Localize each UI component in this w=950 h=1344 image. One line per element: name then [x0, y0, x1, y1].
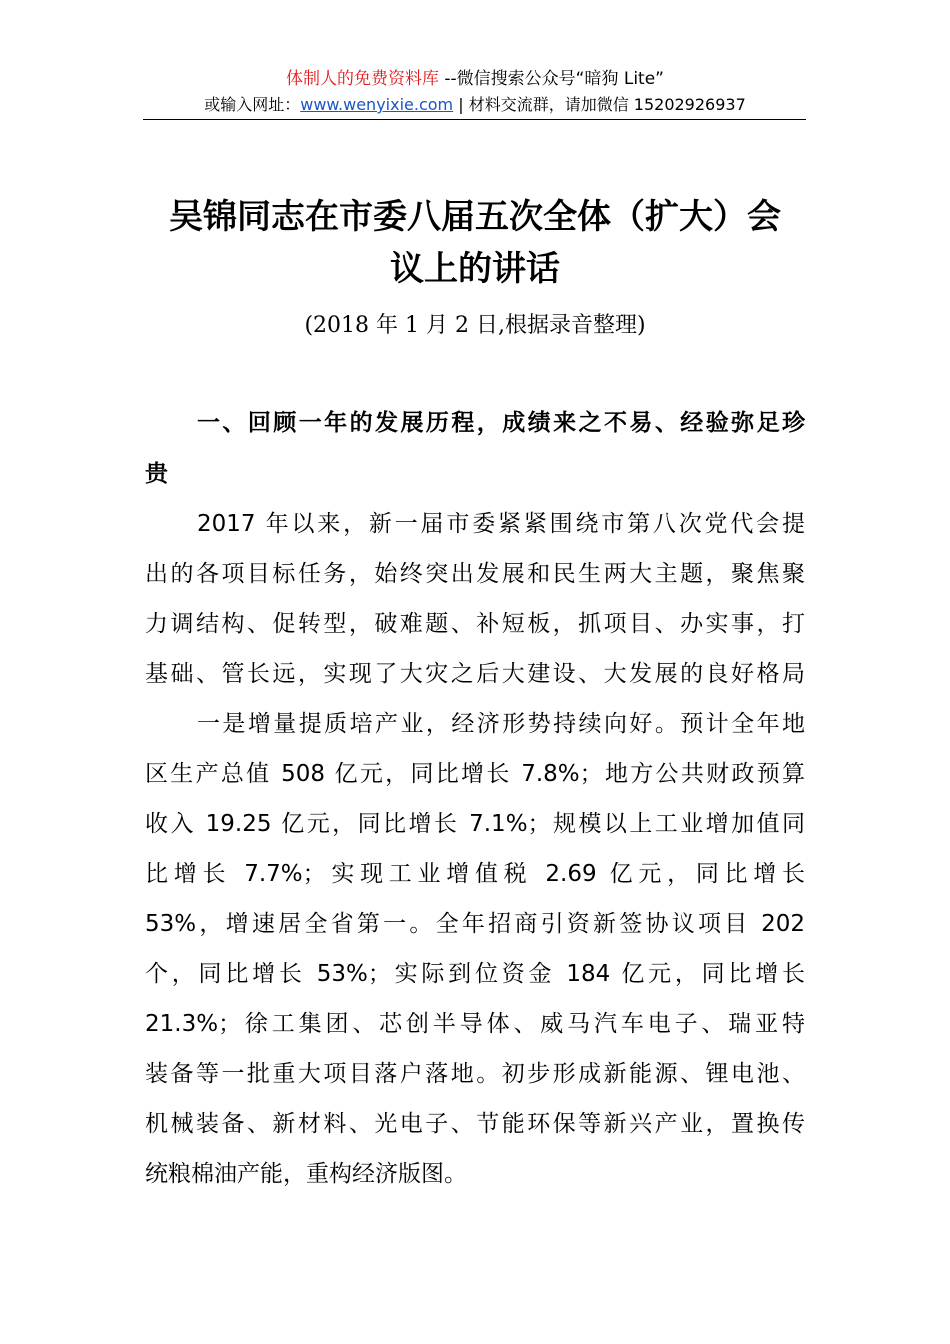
document-subtitle: (2018 年 1 月 2 日,根据录音整理): [304, 313, 646, 338]
document-title-line-2: 议上的讲话: [390, 249, 560, 289]
contact-text: | 材料交流群，请加微信 15202926937: [453, 95, 746, 114]
paragraph-2-line-3: 收入 19.25 亿元，同比增长 7.1%；规模以上工业增加值同: [145, 811, 805, 837]
paragraph-1-line-3: 力调结构、促转型，破难题、补短板，抓项目、办实事，打: [145, 611, 805, 637]
brand-text: 体制人的免费资料库: [285, 69, 439, 89]
website-prefix: 或输入网址：: [204, 95, 301, 114]
promo-text: --微信搜索公众号“暗狗 Lite”: [438, 69, 664, 89]
paragraph-2-line-6: 个，同比增长 53%；实际到位资金 184 亿元，同比增长: [145, 961, 805, 987]
promo-header-line: [0, 68, 950, 90]
paragraph-1-line-2: 出的各项目标任务，始终突出发展和民生两大主题，聚焦聚: [145, 561, 805, 587]
website-header-line: [0, 94, 950, 116]
paragraph-2-line-1: 一是增量提质培产业，经济形势持续向好。预计全年地: [197, 711, 805, 737]
document-title-line-1: 吴锦同志在市委八届五次全体（扩大）会: [169, 197, 781, 237]
paragraph-2-line-9: 机械装备、新材料、光电子、节能环保等新兴产业，置换传: [145, 1111, 805, 1137]
paragraph-1-line-1: 2017 年以来，新一届市委紧紧围绕市第八次党代会提: [197, 511, 805, 537]
paragraph-2-line-8: 装备等一批重大项目落户落地。初步形成新能源、锂电池、: [145, 1061, 805, 1087]
paragraph-2-line-5: 53%，增速居全省第一。全年招商引资新签协议项目 202: [145, 911, 805, 937]
paragraph-2-line-7: 21.3%；徐工集团、芯创半导体、威马汽车电子、瑞亚特: [145, 1011, 805, 1037]
paragraph-1-line-4: 基础、管长远，实现了大灾之后大建设、大发展的良好格局: [145, 661, 805, 687]
section-heading-line-1: 一、回顾一年的发展历程，成绩来之不易、经验弥足珍: [197, 410, 805, 436]
paragraph-2-line-10: 统粮棉油产能，重构经济版图。: [145, 1161, 467, 1187]
header-divider: [143, 119, 806, 120]
paragraph-2-line-4: 比增长 7.7%；实现工业增值税 2.69 亿元，同比增长: [145, 861, 805, 887]
website-link[interactable]: www.wenyixie.com: [300, 95, 454, 114]
section-heading-line-2: 贵: [145, 461, 168, 487]
paragraph-2-line-2: 区生产总值 508 亿元，同比增长 7.8%；地方公共财政预算: [145, 761, 805, 787]
